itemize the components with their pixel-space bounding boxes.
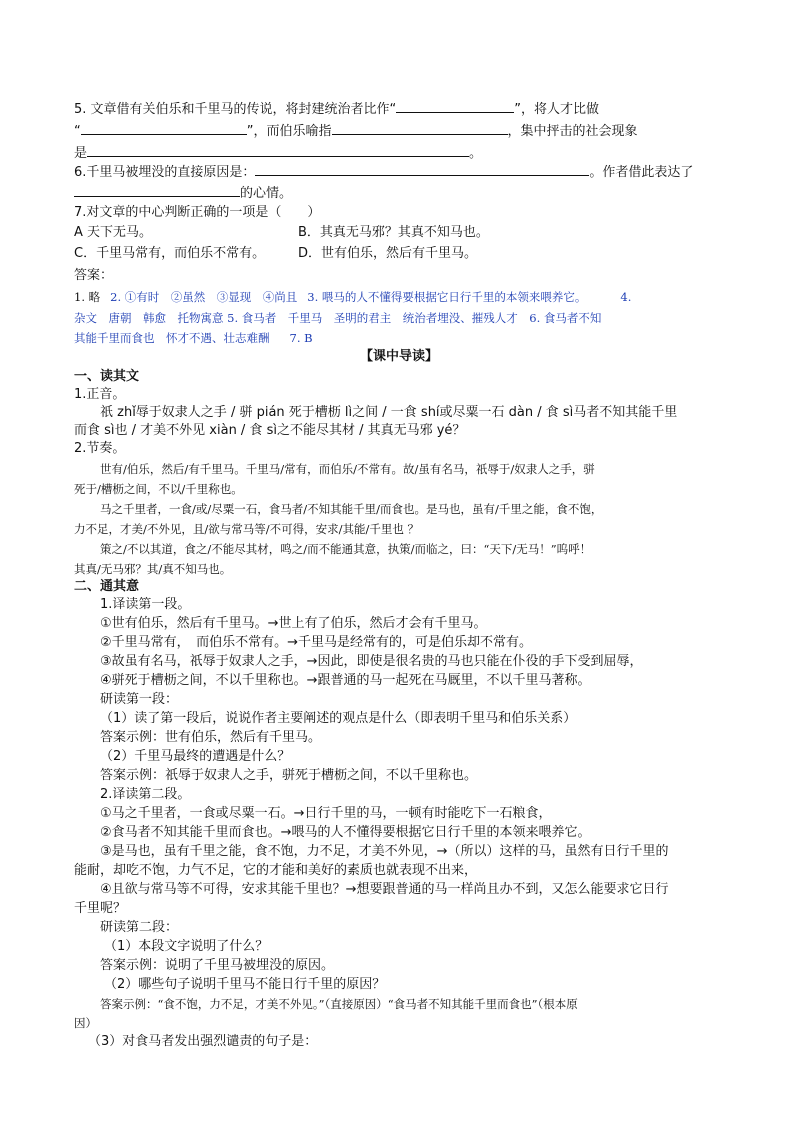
- q6-text: 6.千里马被埋没的直接原因是：: [74, 165, 256, 180]
- answer-3: 3. 喂马的人不懂得要根据它日行千里的本领来喂养它。: [307, 290, 587, 304]
- answer-blank[interactable]: [255, 161, 589, 176]
- translation-line: ④且欲与常马等不可得，安求其能千里也？→想要跟普通的马一样尚且办不到，又怎么能要求它日行: [100, 882, 669, 897]
- pinyin-line: 而食 sì也 / 才美不外见 xiàn / 食 sì之不能尽其材 / 其真无马邪 yé？: [74, 423, 466, 438]
- answer-blank[interactable]: [332, 120, 508, 135]
- rhythm-line: 马之千里者，一食/或/尽粟一石，食马者/不知其能千里/而食也。是马也，虽有/千里之能，食不饱，: [100, 502, 603, 516]
- answer-blank[interactable]: [74, 182, 240, 197]
- translation-line: ①世有伯乐，然后有千里马。→世上有了伯乐，然后才会有千里马。: [100, 616, 487, 631]
- answer-example: 答案示例：世有伯乐，然后有千里马。: [100, 730, 322, 745]
- rhythm-line: 力不足，才美/不外见，且/欲与常马等/不可得，安求/其能/千里也 ？: [74, 522, 420, 536]
- study-heading: 研读第二段：: [100, 920, 179, 935]
- answer-6-continued: 其能千里而食也 怀才不遇、壮志难酬: [74, 331, 270, 345]
- q5-text: ”，将人才比做: [514, 102, 600, 117]
- q5-text: 是: [74, 146, 88, 161]
- answer-2: 2. ①有时 ②虽然 ③显现 ④尚且: [110, 290, 298, 304]
- q7-option-a[interactable]: A 天下无马。: [74, 225, 153, 240]
- study-question: （2）千里马最终的遭遇是什么？: [100, 749, 291, 764]
- study-question: （2）哪些句子说明千里马不能日行千里的原因？: [104, 977, 386, 992]
- q5-line2: [74, 120, 724, 142]
- q7-stem: 7.对文章的中心判断正确的一项是（ ）: [74, 205, 321, 220]
- q5-text: ，集中抨击的社会现象: [507, 124, 638, 139]
- translation-line: ②食马者不知其能千里而食也。→喂马的人不懂得要根据它日行千里的本领来喂养它。: [100, 825, 591, 840]
- answer-4-number: 4.: [620, 290, 632, 304]
- part1-sub1: 1.正音。: [74, 387, 126, 402]
- study-question: （3）对食马者发出强烈谴责的句子是：: [88, 1034, 318, 1049]
- q6-line2: [74, 182, 724, 204]
- study-answer: 答案示例：说明了千里马被埋没的原因。: [100, 958, 335, 973]
- study-answer: 因）: [74, 1016, 97, 1030]
- translation-line: ④骈死于槽枥之间，不以千里称也。→跟普通的马一起死在马厩里，不以千里马著称。: [100, 673, 591, 688]
- study-answer: [100, 728, 750, 748]
- study-answer: 答案示例：祇辱于奴隶人之手，骈死于槽枥之间，不以千里称也。: [100, 768, 478, 783]
- q5-line1: [74, 98, 724, 120]
- answers-line2: 杂文 唐朝 韩愈 托物寓意 5. 食马者 千里马 圣明的君主 统治者埋没、摧残人才 6. 食马者不知: [74, 311, 602, 325]
- answer-blank[interactable]: [81, 120, 247, 135]
- study-question: （1）本段文字说明了什么？: [104, 939, 269, 954]
- answers-line3: [74, 328, 724, 348]
- part1-sub2: 2.节奏。: [74, 441, 126, 456]
- q7-options-cd: [74, 244, 724, 264]
- rhythm-line: 世有/伯乐，然后/有千里马。千里马/常有，而伯乐/不常有。故/虽有名马，祇辱于/奴隶人之手，骈: [100, 462, 595, 476]
- answers-label: 答案：: [74, 268, 114, 283]
- q6-text: 。作者借此表达了: [589, 165, 694, 180]
- study-answer: 答案示例：“食不饱，力不足，才美不外见。”（直接原因）“食马者不知其能千里而食也”（根本原: [100, 997, 578, 1011]
- answer-7: 7. B: [289, 331, 313, 345]
- q5-text: 。: [469, 146, 483, 161]
- q6-line1: [74, 161, 724, 183]
- q6-text: 的心情。: [240, 186, 293, 201]
- rhythm-line: 其真/无马邪？其/真不知马也。: [74, 562, 232, 576]
- translation-line: ②千里马常有， 而伯乐不常有。→千里马是经常有的，可是伯乐却不常有。: [100, 635, 533, 650]
- translation-line: ③故虽有名马，祇辱于奴隶人之手，→因此，即使是很名贵的马也只能在仆役的手下受到屈辱，: [100, 654, 643, 669]
- answer-1: 1. 略: [74, 290, 101, 304]
- q7-options-ab: [74, 223, 724, 243]
- translation-line: ③是马也，虽有千里之能，食不饱，力不足，才美不外见，→（所以）这样的马，虽然有日行千里的: [100, 844, 669, 859]
- section-title: 【课中导读】: [359, 349, 438, 364]
- translation-line: 千里呢？: [74, 901, 127, 916]
- q7-option-d[interactable]: D．世有伯乐，然后有千里马。: [298, 246, 478, 261]
- part2-heading: 二、通其意: [74, 579, 140, 594]
- part1-heading: 一、读其文: [74, 369, 140, 384]
- answers-line1: [74, 287, 724, 307]
- translation-line: 能耐，却吃不饱，力气不足，它的才能和美好的素质也就表现不出来，: [74, 863, 478, 878]
- answer-blank[interactable]: [87, 142, 469, 157]
- part2-task2: 2.译读第二段。: [100, 787, 191, 802]
- q7-option-b[interactable]: B．其真无马邪？其真不知马也。: [298, 225, 489, 240]
- study-heading: 研读第一段：: [100, 692, 179, 707]
- rhythm-line: 死于/槽枥之间，不以/千里称也。: [74, 482, 243, 496]
- q5-text: ”，而伯乐喻指: [246, 124, 332, 139]
- rhythm-line: 策之/不以其道，食之/不能尽其材，鸣之/而不能通其意，执策/而临之，曰：“天下/无马！”呜呼！: [100, 542, 592, 556]
- study-question: （1）读了第一段后，说说作者主要阐述的观点是什么（即表明千里马和伯乐关系）: [100, 711, 577, 726]
- translation-line: ①马之千里者，一食或尽粟一石。→日行千里的马，一顿有时能吃下一石粮食，: [100, 806, 552, 821]
- q5-text: “: [74, 124, 81, 139]
- answer-blank[interactable]: [396, 98, 514, 113]
- part2-task1: 1.译读第一段。: [100, 597, 191, 612]
- pinyin-line: 祇 zhǐ辱于奴隶人之手 / 骈 pián 死于槽枥 lì之间 / 一食 shí或尽粟一石 dàn / 食 sì马者不知其能千里: [100, 405, 678, 420]
- q7-option-c[interactable]: C．千里马常有，而伯乐不常有。: [74, 246, 266, 261]
- q5-text: 5. 文章借有关伯乐和千里马的传说，将封建统治者比作“: [74, 102, 397, 117]
